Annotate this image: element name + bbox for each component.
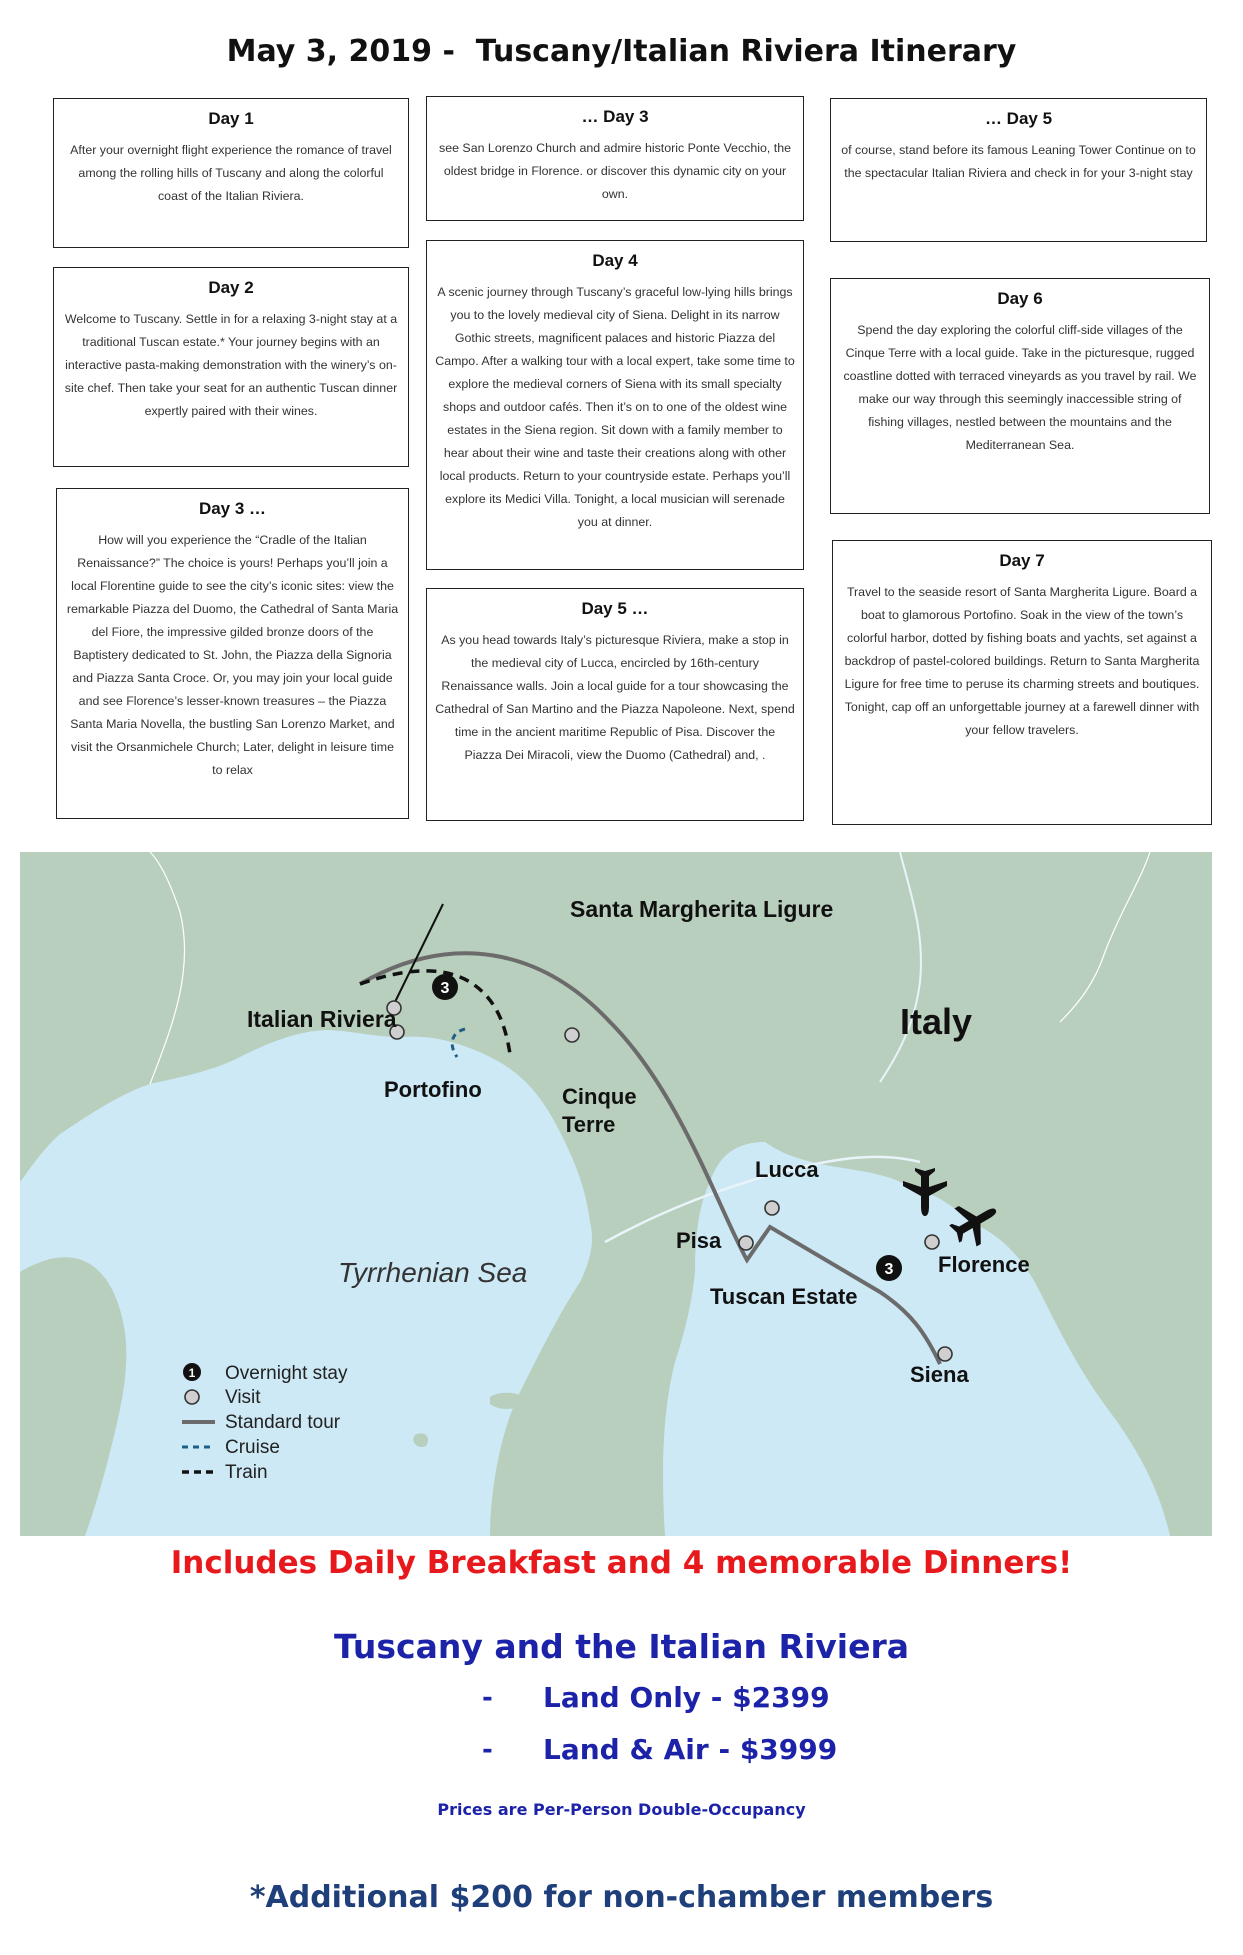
day-1-heading: Day 1 [208, 109, 254, 128]
visit-marker [925, 1235, 939, 1249]
visit-marker [739, 1236, 753, 1250]
label-italian-riviera: Italian Riviera [247, 1006, 397, 1032]
day-2-box [53, 267, 409, 467]
legend-train-label: Train [225, 1462, 268, 1483]
day-6-text: Spend the day exploring the colorful cliff-side villages of the Cinque Terre with a local guide. Take in the picturesque, rugged coastline dotted with terraced vineyards as you travel by rail. We make our way through this seemingly inaccessible string of fishing villages, nestled between the mountains and the Mediterranean Sea. [843, 323, 1197, 452]
price-bullet: - [482, 1735, 493, 1765]
route-map [20, 852, 1212, 1536]
label-lucca: Lucca [755, 1157, 819, 1182]
day-7-heading: Day 7 [999, 551, 1045, 570]
label-florence: Florence [938, 1252, 1030, 1277]
day-4-box [426, 240, 804, 570]
visit-marker [765, 1201, 779, 1215]
day-1-box [53, 98, 409, 248]
label-terre: Terre [562, 1112, 616, 1137]
legend-overnight-label: Overnight stay [225, 1363, 348, 1384]
package-title: Tuscany and the Italian Riviera [333, 1627, 910, 1666]
legend-visit-label: Visit [225, 1387, 261, 1408]
day-5-part1-box [426, 588, 804, 821]
day-5-part2-box [830, 98, 1207, 242]
day-3-part1-heading: Day 3 … [198, 499, 267, 518]
day-3-part2-box [426, 96, 804, 221]
day-3-part2-text: see San Lorenzo Church and admire historic Ponte Vecchio, the oldest bridge in Florence. or discover this dynamic city on your own. [439, 141, 791, 201]
day-5-part2-text: of course, stand before its famous Leaning Tower Continue on to the spectacular Italian Riviera and check in for your 3-night stay [841, 143, 1196, 180]
visit-marker [565, 1028, 579, 1042]
visit-marker [938, 1347, 952, 1361]
label-pisa: Pisa [676, 1228, 722, 1253]
day-3-part1-text: How will you experience the “Cradle of the Italian Renaissance?” The choice is yours! Perhaps you’ll join a local Florentine guide to see the city’s iconic sites: view the remarkable Piazza del Duomo, the Cathedral of Santa Maria del Fiore, the impressive gilded bronze doors of the Baptistery dedicated to St. John, the Piazza della Signoria and Piazza Santa Croce. Or, you may join your local guide and see Florence’s lesser-known treasures – the Piazza Santa Maria Novella, the bustling San Lorenzo Market, and visit the Orsanmichele Church; Later, delight in leisure time to relax [66, 533, 399, 777]
label-cinque: Cinque [562, 1084, 637, 1109]
page-title: May 3, 2019 - Tuscany/Italian Riviera Itinerary [226, 34, 1017, 69]
day-6-box [830, 278, 1210, 514]
day-5-part1-text: As you head towards Italy’s picturesque Riviera, make a stop in the medieval city of Lucca, encircled by 16th-century Renaissance walls. Join a local guide for a tour showcasing the Cathedral of San Martino and the Piazza Napoleone. Next, spend time in the ancient maritime Republic of Pisa. Discover the Piazza Dei Miracoli, view the Duomo (Cathedral) and, . [435, 633, 795, 762]
day-7-text: Travel to the seaside resort of Santa Margherita Ligure. Board a boat to glamorous Portofino. Soak in the view of the town’s colorful harbor, dotted by fishing boats and yachts, set against a backdrop of pastel-colored buildings. Return to Santa Margherita Ligure for free time to peruse its charming streets and boutiques. Tonight, cap off an unforgettable journey at a farewell dinner with your fellow travelers. [844, 585, 1200, 737]
legend-standard-label: Standard tour [225, 1412, 341, 1433]
legend-overnight-number: 1 [188, 1366, 196, 1380]
day-6-heading: Day 6 [997, 289, 1043, 308]
price-note: Prices are Per-Person Double-Occupancy [437, 1800, 806, 1819]
day-2-text: Welcome to Tuscany. Settle in for a relaxing 3-night stay at a traditional Tuscan estate.* Your journey begins with an interactive pasta-making demonstration with the winery’s on-site chef. Then take your seat for an authentic Tuscan dinner expertly paired with their wines. [64, 312, 398, 418]
overnight-badge-count: 3 [884, 1261, 894, 1278]
day-1-text: After your overnight flight experience the romance of travel among the rolling hills of Tuscany and along the colorful coast of the Italian Riviera. [70, 143, 392, 203]
day-4-text: A scenic journey through Tuscany’s graceful low-lying hills brings you to the lovely medieval city of Siena. Delight in its narrow Gothic streets, magnificent palaces and historic Piazza del Campo. After a walking tour with a local expert, take some time to explore the medieval corners of Siena with its small specialty shops and outdoor cafés. Then it’s on to one of the oldest wine estates in the Siena region. Sit down with a family member to hear about their wine and taste their creations along with other local products. Return to your countryside estate. Perhaps you’ll explore its Medici Villa. Tonight, a local musician will serenade you at dinner. [435, 285, 795, 529]
label-italy: Italy [900, 1001, 973, 1042]
day-3-part2-heading: … Day 3 [581, 107, 649, 126]
label-tyrrhenian-sea: Tyrrhenian Sea [338, 1257, 528, 1288]
day-2-heading: Day 2 [208, 278, 254, 297]
label-siena: Siena [910, 1362, 969, 1387]
day-3-part1-box [56, 488, 409, 819]
price-land-air: Land & Air - $3999 [543, 1733, 838, 1766]
legend-cruise-label: Cruise [225, 1437, 280, 1458]
price-bullet: - [482, 1683, 493, 1713]
meals-included-note: Includes Daily Breakfast and 4 memorable Dinners! [170, 1545, 1073, 1581]
day-4-heading: Day 4 [592, 251, 638, 270]
overnight-badge-count: 3 [440, 980, 450, 997]
label-portofino: Portofino [384, 1077, 482, 1102]
day-7-box [832, 540, 1212, 825]
label-santa-margherita: Santa Margherita Ligure [570, 896, 834, 922]
label-tuscan-estate: Tuscan Estate [710, 1284, 858, 1309]
additional-fee-note: *Additional $200 for non-chamber members [249, 1880, 994, 1915]
day-5-part2-heading: … Day 5 [984, 109, 1053, 128]
day-5-part1-heading: Day 5 … [581, 599, 649, 618]
legend-visit-symbol [185, 1390, 199, 1404]
price-land-only: Land Only - $2399 [543, 1681, 830, 1714]
